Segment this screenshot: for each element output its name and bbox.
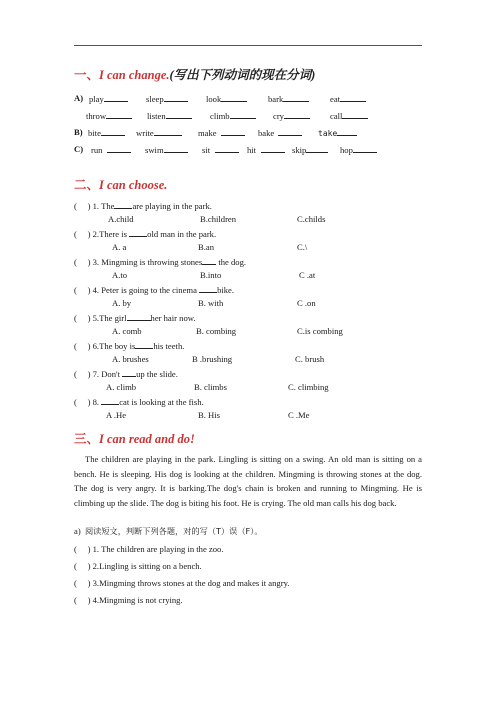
answer-blank[interactable] — [340, 93, 366, 102]
word-item — [273, 110, 310, 121]
option-c[interactable]: C .Me — [288, 410, 310, 420]
answer-blank[interactable] — [337, 127, 357, 136]
answer-blank[interactable] — [230, 110, 256, 119]
option-a[interactable]: A. a — [112, 242, 127, 252]
statement-row — [74, 544, 223, 554]
word-text: throw — [86, 111, 107, 121]
word-text: take — [318, 129, 338, 138]
question-text-end: up the slide. — [136, 369, 178, 379]
option-b[interactable]: B .brushing — [192, 354, 233, 364]
answer-paren[interactable]: ( ) — [74, 544, 91, 554]
question-row — [74, 200, 212, 211]
word-item — [136, 127, 182, 138]
statement-row — [74, 578, 289, 588]
option-a[interactable]: A. by — [112, 298, 132, 308]
option-b[interactable]: B.children — [200, 214, 237, 224]
section3-number: 三、 — [74, 432, 100, 446]
word-item — [91, 144, 131, 155]
section1-row-b — [74, 127, 83, 137]
question-row — [74, 256, 246, 267]
question-row — [74, 340, 184, 351]
question-row — [74, 284, 234, 295]
section1-note: (写出下列动词的现在分词) — [169, 68, 316, 82]
question-row — [74, 396, 204, 407]
word-item — [88, 127, 125, 138]
question-text-end: old man in the park. — [147, 229, 217, 239]
word-item — [147, 110, 192, 121]
section2-heading — [74, 175, 167, 193]
word-item — [145, 144, 188, 155]
statement-row — [74, 561, 202, 571]
answer-blank[interactable] — [284, 110, 310, 119]
answer-paren[interactable]: ( ) — [74, 285, 91, 295]
answer-paren[interactable]: ( ) — [74, 561, 91, 571]
option-a[interactable]: A.to — [112, 270, 128, 280]
option-c[interactable]: C. brush — [295, 354, 325, 364]
word-item — [146, 93, 188, 104]
question-text-end: cat is looking at the fish. — [119, 397, 204, 407]
answer-paren[interactable]: ( ) — [74, 201, 91, 211]
statement-row — [74, 595, 183, 605]
row-c-label: C) — [74, 144, 84, 154]
answer-blank[interactable] — [122, 368, 136, 377]
answer-blank[interactable] — [164, 93, 188, 102]
answer-blank[interactable] — [215, 144, 239, 153]
question-text: 8. — [92, 397, 100, 407]
word-item — [258, 127, 302, 138]
option-b[interactable]: B.an — [198, 242, 214, 252]
question-text: 3. Mingming is throwing stones — [92, 257, 203, 267]
word-text: bite — [88, 128, 101, 138]
word-item — [268, 93, 309, 104]
word-text: bake — [258, 128, 275, 138]
answer-blank[interactable] — [114, 200, 132, 209]
word-item — [292, 144, 328, 155]
option-c[interactable]: C.is combing — [297, 326, 343, 336]
answer-blank[interactable] — [106, 110, 132, 119]
answer-blank[interactable] — [101, 396, 119, 405]
option-c[interactable]: C.childs — [297, 214, 326, 224]
instruction-text: 阅读短文，判断下列各题，对的写（T）误（F）。 — [84, 526, 263, 536]
question-row — [74, 312, 196, 323]
option-a[interactable]: A .He — [106, 410, 127, 420]
question-text: 4. Peter is going to the cinema — [92, 285, 197, 295]
option-b[interactable]: B.into — [200, 270, 222, 280]
statement-text: 1. The children are playing in the zoo. — [92, 544, 224, 554]
answer-paren[interactable]: ( ) — [74, 229, 91, 239]
section1-row-c — [74, 144, 83, 154]
section1-row-a — [74, 93, 83, 103]
answer-blank[interactable] — [202, 256, 216, 265]
word-text: climb — [210, 111, 230, 121]
option-a[interactable]: A. climb — [106, 382, 137, 392]
option-c[interactable]: C .on — [297, 298, 316, 308]
answer-blank[interactable] — [278, 127, 302, 136]
option-b[interactable]: B. His — [198, 410, 220, 420]
section2-number: 二、 — [74, 178, 100, 192]
word-text: play — [89, 94, 104, 104]
word-item — [202, 144, 239, 155]
row-b-label: B) — [74, 127, 83, 137]
word-item — [206, 93, 247, 104]
instruction-row — [74, 526, 263, 537]
word-text: skip — [292, 145, 307, 155]
word-item — [340, 144, 377, 155]
instruction-label: a) — [74, 526, 81, 536]
answer-paren[interactable]: ( ) — [74, 397, 91, 407]
section1-heading — [74, 65, 315, 83]
answer-paren[interactable]: ( ) — [74, 257, 91, 267]
word-item — [247, 144, 285, 155]
word-text: sit — [202, 145, 211, 155]
answer-blank[interactable] — [342, 110, 368, 119]
option-c[interactable]: C. climbing — [288, 382, 329, 392]
word-text: call — [330, 111, 343, 121]
option-c[interactable]: C .at — [299, 270, 316, 280]
question-text: 5.The girl — [92, 313, 127, 323]
answer-blank[interactable] — [164, 144, 188, 153]
option-a[interactable]: A. brushes — [112, 354, 149, 364]
word-item — [330, 93, 366, 104]
word-text: bark — [268, 94, 284, 104]
answer-blank[interactable] — [107, 144, 131, 153]
word-text: hop — [340, 145, 353, 155]
question-row — [74, 368, 178, 379]
statement-text: 4.Mingming is not crying. — [92, 595, 183, 605]
question-text-end: the dog. — [218, 257, 247, 267]
word-item — [330, 110, 368, 121]
word-text: sleep — [146, 94, 164, 104]
answer-blank[interactable] — [104, 93, 128, 102]
answer-blank[interactable] — [154, 127, 182, 136]
answer-paren[interactable]: ( ) — [74, 578, 91, 588]
word-text: eat — [330, 94, 341, 104]
word-item — [86, 110, 132, 121]
section3-title: I can read and do! — [99, 432, 195, 446]
reading-passage: The children are playing in the park. Lingling is sitting on a swing. An old man is sitting on a bench. He is sleeping. His dog is looking at the children. Mingming is throwing stones at the dog. The dog is very angry. It is barking.The dog's chain is broken and running to Mingming. He is climbing up the slide. The dog is biting his foot. He is crying. The old man calls his dog back. — [74, 454, 422, 508]
word-text: look — [206, 94, 222, 104]
question-text-end: his teeth. — [153, 341, 185, 351]
answer-blank[interactable] — [129, 228, 147, 237]
question-text: 6.The boy is — [92, 341, 136, 351]
question-text: 2.There is — [92, 229, 127, 239]
answer-paren[interactable]: ( ) — [74, 313, 91, 323]
word-item — [210, 110, 256, 121]
answer-blank[interactable] — [101, 127, 125, 136]
statement-text: 2.Lingling is sitting on a bench. — [92, 561, 202, 571]
header-rule — [74, 45, 422, 46]
question-text: 7. Don't — [92, 369, 120, 379]
answer-blank[interactable] — [353, 144, 377, 153]
section1-number: 一、 — [74, 68, 100, 82]
question-text-end: bike. — [217, 285, 235, 295]
word-text: write — [136, 128, 154, 138]
section1-title: I can change. — [99, 68, 170, 82]
answer-paren[interactable]: ( ) — [74, 341, 91, 351]
word-text: run — [91, 145, 103, 155]
answer-paren[interactable]: ( ) — [74, 595, 91, 605]
option-a[interactable]: A.child — [108, 214, 134, 224]
question-text-end: her hair now. — [150, 313, 196, 323]
statement-text: 3.Mingming throws stones at the dog and makes it angry. — [92, 578, 290, 588]
word-text: cry — [273, 111, 284, 121]
option-b[interactable]: B. with — [198, 298, 224, 308]
answer-blank[interactable] — [261, 144, 285, 153]
word-item — [198, 127, 245, 138]
question-text-end: are playing in the park. — [132, 201, 212, 211]
section3-heading — [74, 429, 195, 447]
option-b[interactable]: B. climbs — [194, 382, 227, 392]
answer-paren[interactable]: ( ) — [74, 369, 91, 379]
word-text: make — [198, 128, 217, 138]
option-a[interactable]: A. comb — [112, 326, 142, 336]
question-row — [74, 228, 216, 239]
answer-blank[interactable] — [221, 93, 247, 102]
answer-blank[interactable] — [306, 144, 328, 153]
answer-blank[interactable] — [135, 340, 153, 349]
word-text: swim — [145, 145, 164, 155]
row-a-label: A) — [74, 93, 84, 103]
section2-title: I can choose. — [99, 178, 168, 192]
answer-blank[interactable] — [127, 312, 151, 321]
word-item — [89, 93, 128, 104]
question-text: 1. The — [92, 201, 115, 211]
word-text: listen — [147, 111, 166, 121]
word-item — [318, 127, 357, 138]
answer-blank[interactable] — [221, 127, 245, 136]
answer-blank[interactable] — [199, 284, 217, 293]
option-c[interactable]: C.\ — [297, 242, 308, 252]
word-text: hit — [247, 145, 257, 155]
option-b[interactable]: B. combing — [196, 326, 237, 336]
answer-blank[interactable] — [166, 110, 192, 119]
answer-blank[interactable] — [283, 93, 309, 102]
